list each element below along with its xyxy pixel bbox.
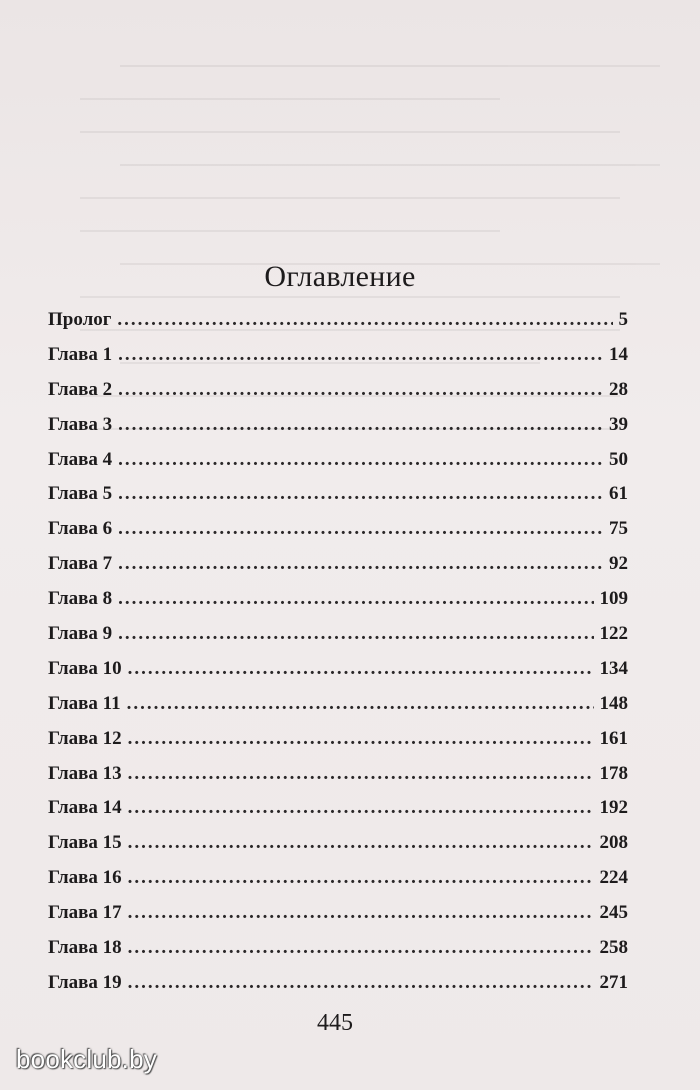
- toc-entry-page: 39: [609, 413, 628, 435]
- toc-entry-label: Глава 5: [48, 483, 113, 505]
- toc-entry-label: Глава 16: [48, 867, 122, 889]
- toc-entry-label: Глава 9: [48, 623, 113, 645]
- bleed-through-line: [80, 296, 620, 298]
- bleed-through-line: [80, 131, 620, 133]
- toc-entry-label: Глава 1: [48, 343, 113, 365]
- toc-entry: [48, 588, 628, 623]
- toc-entry: [48, 902, 628, 937]
- toc-entry: [48, 937, 628, 972]
- toc-leader-dots: [128, 972, 594, 994]
- toc-entry-label: Глава 3: [48, 413, 113, 435]
- bleed-through-line: [120, 65, 660, 67]
- toc-entry: [48, 972, 628, 1007]
- page-number: 445: [317, 1010, 353, 1036]
- toc-leader-dots: [128, 867, 594, 889]
- bleed-through-line: [80, 98, 500, 100]
- toc-leader-dots: [118, 553, 603, 575]
- toc-entry-label: Глава 18: [48, 937, 122, 959]
- watermark-logo: bookclub.by: [16, 1044, 157, 1074]
- toc-entry-page: 161: [599, 727, 628, 749]
- toc-entry-label: Глава 4: [48, 448, 113, 470]
- toc-entry: [48, 309, 628, 344]
- toc-leader-dots: [128, 937, 594, 959]
- table-of-contents: [48, 309, 628, 1007]
- toc-entry-page: 28: [609, 378, 628, 400]
- bleed-through-line: [120, 164, 660, 166]
- toc-entry-page: 122: [599, 623, 628, 645]
- toc-entry-label: Пролог: [48, 309, 112, 330]
- toc-entry-page: 5: [618, 309, 628, 330]
- toc-entry-page: 148: [599, 692, 628, 714]
- toc-entry-label: Глава 7: [48, 553, 113, 575]
- toc-entry-page: 14: [609, 343, 628, 365]
- toc-leader-dots: [118, 344, 603, 366]
- toc-entry: [48, 553, 628, 588]
- toc-entry: [48, 867, 628, 902]
- toc-leader-dots: [118, 414, 603, 436]
- toc-entry-label: Глава 12: [48, 727, 122, 749]
- toc-entry-label: Глава 8: [48, 588, 113, 610]
- toc-entry-page: 258: [599, 937, 628, 959]
- toc-leader-dots: [128, 728, 594, 750]
- toc-leader-dots: [118, 518, 603, 540]
- toc-entry-page: 271: [599, 971, 628, 993]
- toc-entry: [48, 693, 628, 728]
- toc-entry-page: 245: [599, 902, 628, 924]
- toc-leader-dots: [118, 623, 593, 645]
- toc-entry-page: 109: [599, 588, 628, 610]
- toc-entry: [48, 832, 628, 867]
- toc-entry: [48, 763, 628, 798]
- toc-entry-page: 192: [599, 797, 628, 819]
- toc-leader-dots: [128, 763, 594, 785]
- toc-leader-dots: [117, 309, 612, 331]
- page-title: Оглавление: [264, 260, 416, 294]
- toc-leader-dots: [128, 832, 594, 854]
- toc-leader-dots: [128, 658, 594, 680]
- toc-entry-label: Глава 14: [48, 797, 122, 819]
- toc-entry-label: Глава 2: [48, 378, 113, 400]
- toc-entry: [48, 344, 628, 379]
- toc-entry-page: 50: [609, 448, 628, 470]
- toc-entry-page: 61: [609, 483, 628, 505]
- toc-leader-dots: [128, 902, 594, 924]
- toc-entry: [48, 728, 628, 763]
- toc-entry: [48, 623, 628, 658]
- toc-leader-dots: [128, 797, 594, 819]
- toc-entry: [48, 449, 628, 484]
- toc-entry: [48, 483, 628, 518]
- toc-entry-label: Глава 19: [48, 971, 122, 993]
- bleed-through-line: [80, 230, 500, 232]
- toc-entry: [48, 518, 628, 553]
- toc-entry-label: Глава 15: [48, 832, 122, 854]
- toc-entry-label: Глава 10: [48, 657, 122, 679]
- toc-entry-label: Глава 17: [48, 902, 122, 924]
- toc-entry-page: 92: [609, 553, 628, 575]
- toc-leader-dots: [118, 449, 603, 471]
- toc-entry-page: 208: [599, 832, 628, 854]
- toc-leader-dots: [118, 483, 603, 505]
- toc-entry-label: Глава 11: [48, 692, 121, 714]
- toc-entry-page: 134: [599, 657, 628, 679]
- toc-entry: [48, 414, 628, 449]
- toc-entry-page: 224: [599, 867, 628, 889]
- toc-entry: [48, 379, 628, 414]
- toc-entry-page: 75: [609, 518, 628, 540]
- toc-entry-page: 178: [599, 762, 628, 784]
- toc-entry-label: Глава 6: [48, 518, 113, 540]
- toc-leader-dots: [118, 588, 593, 610]
- toc-entry: [48, 658, 628, 693]
- toc-entry-label: Глава 13: [48, 762, 122, 784]
- toc-leader-dots: [127, 693, 594, 715]
- toc-entry: [48, 797, 628, 832]
- toc-leader-dots: [118, 379, 603, 401]
- bleed-through-line: [80, 197, 620, 199]
